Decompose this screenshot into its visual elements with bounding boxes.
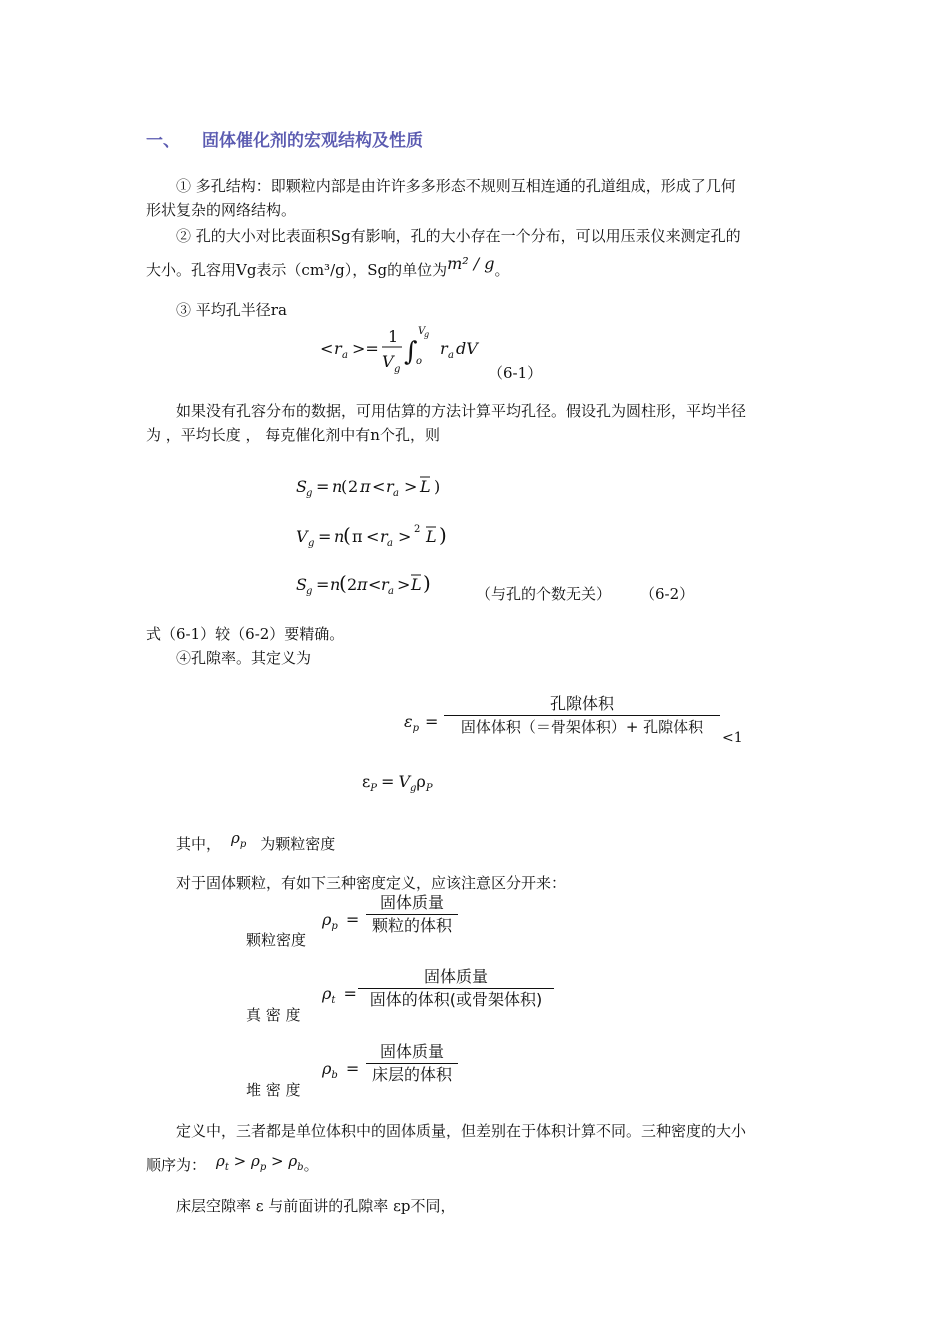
density-order-inequality: $\rho_t > \rho_p > \rho_b$: [216, 1152, 304, 1173]
porosity-numerator: 孔隙体积: [549, 694, 614, 713]
equation-6-1-label: （6-1）: [488, 364, 543, 382]
equation-6-2-note: （与孔的个数无关）: [476, 585, 612, 603]
period: 。: [303, 1156, 319, 1174]
svg-text:2: 2: [347, 575, 358, 594]
svg-text:g: g: [394, 364, 401, 375]
density-comparison-line2: [146, 1152, 319, 1182]
density-symbol-bulk: $\rho_b$ =: [322, 1059, 360, 1081]
svg-text:<: <: [320, 339, 334, 358]
pore-volume-text: 大小。孔容用Vg表示（cm³/g），Sg的单位为: [146, 261, 448, 279]
svg-text:g: g: [306, 586, 313, 597]
svg-text:): ): [423, 571, 431, 595]
svg-text:a: a: [448, 350, 454, 361]
density-numerator: 固体质量: [379, 1042, 444, 1061]
svg-text:a: a: [393, 488, 399, 499]
svg-text:n: n: [334, 527, 345, 546]
svg-text:(: (: [341, 477, 348, 496]
svg-text:=: =: [316, 477, 330, 496]
density-label-bulk: 堆 密 度: [246, 1081, 301, 1099]
svg-text:L: L: [420, 477, 431, 496]
svg-text:a: a: [342, 350, 348, 361]
porosity-symbol: $\varepsilon_p$ =: [404, 712, 439, 734]
density-denominator: 床层的体积: [371, 1065, 452, 1084]
density-denominator: 固体的体积(或骨架体积): [369, 990, 543, 1009]
density-numerator: 固体质量: [379, 893, 444, 912]
svg-text:r: r: [381, 575, 389, 594]
svg-text:a: a: [387, 538, 393, 549]
svg-text:r: r: [380, 527, 388, 546]
svg-text:o: o: [416, 356, 423, 367]
porosity-fraction: [444, 693, 720, 738]
order-text: 顺序为：: [146, 1156, 207, 1174]
svg-text:>=: >=: [352, 339, 379, 358]
svg-text:<: <: [366, 527, 380, 546]
density-comparison-line1: 定义中，三者都是单位体积中的固体质量，但差别在于体积计算不同。三种密度的大小: [176, 1122, 747, 1140]
density-symbol-true: $\rho_t$ =: [322, 984, 357, 1006]
porosity-inequality: <1: [722, 730, 743, 746]
svg-text:r: r: [386, 477, 394, 496]
equation-6-2-label: （6-2）: [640, 585, 695, 603]
mean-pore-radius-label: ③ 平均孔半径ra: [176, 301, 287, 319]
period: 。: [494, 261, 510, 279]
paragraph-pore-size-line2: [146, 254, 510, 280]
density-label-particle: 颗粒密度: [246, 931, 307, 949]
svg-text:dV: dV: [456, 339, 478, 358]
svg-text:n: n: [332, 477, 343, 496]
svg-text:r: r: [334, 339, 342, 358]
svg-text:(: (: [339, 571, 347, 595]
svg-text:V: V: [418, 326, 426, 337]
porosity-definition-intro: ④孔隙率。其定义为: [176, 649, 312, 667]
density-symbol-particle: $\rho_p$ =: [322, 910, 360, 932]
svg-text:<: <: [372, 477, 386, 496]
porosity-denominator: 固体体积（＝骨架体积）+ 孔隙体积: [460, 718, 704, 736]
svg-text:g: g: [308, 538, 315, 549]
svg-text:S: S: [296, 477, 307, 496]
svg-text:V: V: [296, 527, 308, 546]
svg-text:g: g: [306, 488, 313, 499]
paragraph-porous-structure-line2: 形状复杂的网络结构。: [146, 201, 297, 219]
svg-text:L: L: [411, 575, 422, 594]
svg-text:): ): [439, 523, 447, 547]
section-number: 一、: [146, 131, 180, 151]
svg-text:π: π: [360, 477, 371, 496]
where-text: 其中，: [176, 835, 222, 853]
svg-text:(: (: [343, 523, 351, 547]
equation-6-1: [318, 322, 498, 380]
section-heading: [146, 126, 423, 151]
density-definitions-intro: 对于固体颗粒，有如下三种密度定义，应该注意区分开来：: [176, 874, 567, 892]
particle-density-text: 为颗粒密度: [260, 835, 336, 853]
svg-text:g: g: [424, 330, 430, 339]
density-denominator: 颗粒的体积: [371, 916, 452, 935]
equation-6-2-graphic: [294, 470, 464, 610]
svg-text:a: a: [388, 586, 394, 597]
rho-p-symbol: $\rho_p$: [231, 829, 247, 850]
density-fraction-bulk: [366, 1041, 458, 1086]
density-fraction-true: [358, 966, 554, 1011]
comparison-sentence: 式（6-1）较（6-2）要精确。: [146, 625, 345, 643]
svg-text:π: π: [357, 575, 368, 594]
paragraph-porous-structure-line1: ① 多孔结构：即颗粒内部是由许许多多形态不规则互相连通的孔道组成，形成了几何: [176, 177, 736, 195]
svg-text:<: <: [368, 575, 382, 594]
svg-text:=: =: [318, 527, 332, 546]
svg-text:n: n: [330, 575, 341, 594]
paragraph-estimation-line1: 如果没有孔容分布的数据，可用估算的方法计算平均孔径。假设孔为圆柱形，平均半径: [176, 402, 747, 420]
svg-text:V: V: [382, 352, 394, 371]
density-numerator: 固体质量: [423, 967, 488, 986]
section-title: 固体催化剂的宏观结构及性质: [202, 131, 423, 151]
svg-text:2: 2: [348, 477, 359, 496]
svg-text:): ): [434, 477, 441, 496]
svg-text:1: 1: [388, 327, 399, 346]
svg-text:π: π: [352, 527, 363, 546]
equation-6-2-group: [294, 470, 464, 610]
svg-text:2: 2: [414, 524, 421, 535]
porosity-relation: $\varepsilon_P = V_g\rho_P$: [362, 772, 433, 794]
paragraph-estimation-line2: 为 ，平均长度 ， 每克催化剂中有n个孔，则: [146, 426, 440, 444]
surface-area-unit: m² / g: [447, 254, 495, 273]
svg-text:∫: ∫: [404, 337, 418, 367]
svg-text:>: >: [398, 527, 412, 546]
svg-text:r: r: [440, 339, 448, 358]
svg-text:S: S: [296, 575, 307, 594]
density-fraction-particle: [366, 892, 458, 937]
paragraph-pore-size-line1: ② 孔的大小对比表面积Sg有影响，孔的大小存在一个分布，可以用压汞仪来测定孔的: [176, 227, 741, 245]
svg-text:L: L: [426, 527, 437, 546]
bed-voidage-sentence: 床层空隙率 ε 与前面讲的孔隙率 εp不同，: [176, 1197, 456, 1215]
particle-density-note: [176, 829, 336, 861]
svg-text:>: >: [397, 575, 411, 594]
density-label-true: 真 密 度: [246, 1006, 301, 1024]
svg-text:=: =: [316, 575, 330, 594]
svg-text:>: >: [404, 477, 418, 496]
equation-6-1-graphic: [318, 322, 498, 380]
